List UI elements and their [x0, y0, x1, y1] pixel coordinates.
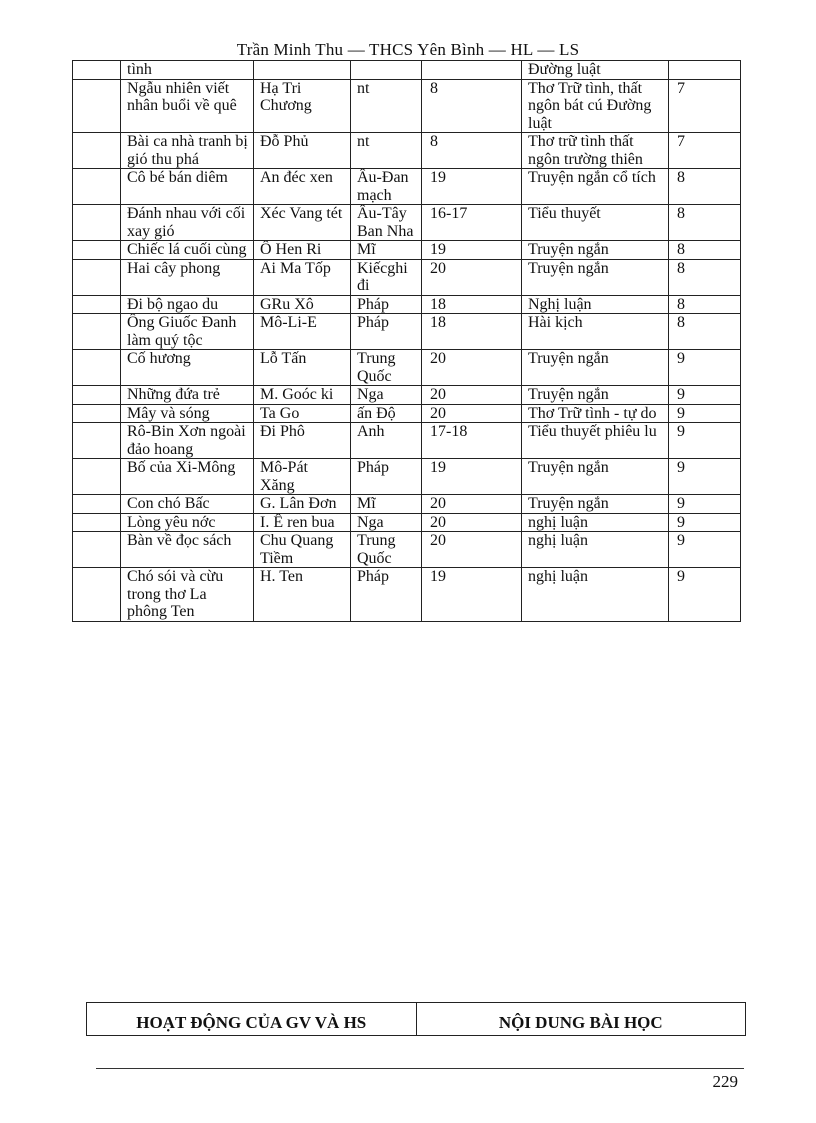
table-row [73, 386, 741, 405]
grade-cell: 9 [669, 513, 741, 532]
page-header: Trần Minh Thu — THCS Yên Bình — HL — LS [236, 40, 580, 59]
author-cell: Lỗ Tấn [254, 350, 351, 386]
genre-cell: Thơ Trữ tình - tự do [522, 404, 669, 423]
century-cell: 20 [422, 386, 522, 405]
row-index-cell [73, 241, 121, 260]
row-index-cell [73, 495, 121, 514]
grade-cell: 9 [669, 459, 741, 495]
century-cell: 20 [422, 495, 522, 514]
genre-cell: nghị luận [522, 568, 669, 622]
author-cell: GRu Xô [254, 295, 351, 314]
century-cell: 8 [422, 133, 522, 169]
country-cell: Mĩ [351, 495, 422, 514]
table-row [73, 205, 741, 241]
row-index-cell [73, 404, 121, 423]
genre-cell: Truyện ngắn cổ tích [522, 169, 669, 205]
work-title-cell: Ngẫu nhiên viết nhân buổi về quê [121, 79, 254, 133]
genre-cell: Thơ Trữ tình, thất ngôn bát cú Đường luật [522, 79, 669, 133]
table-row [73, 459, 741, 495]
grade-cell: 9 [669, 532, 741, 568]
century-cell: 20 [422, 350, 522, 386]
grade-cell: 8 [669, 314, 741, 350]
work-title-cell: Rô-Bin Xơn ngoài đảo hoang [121, 423, 254, 459]
table-row [73, 513, 741, 532]
row-index-cell [73, 459, 121, 495]
lesson-content-heading: NỘI DUNG BÀI HỌC [416, 1003, 746, 1035]
row-index-cell [73, 350, 121, 386]
table-row [73, 295, 741, 314]
genre-cell: Truyện ngắn [522, 350, 669, 386]
table-row [73, 532, 741, 568]
country-cell: Trung Quốc [351, 350, 422, 386]
work-title-cell: tình [121, 61, 254, 80]
table-row [73, 241, 741, 260]
country-cell: Nga [351, 386, 422, 405]
century-cell: 20 [422, 513, 522, 532]
country-cell: Pháp [351, 568, 422, 622]
work-title-cell: Mây và sóng [121, 404, 254, 423]
grade-cell: 8 [669, 241, 741, 260]
work-title-cell: Hai cây phong [121, 259, 254, 295]
author-cell: Đi Phô [254, 423, 351, 459]
grade-cell: 7 [669, 79, 741, 133]
row-index-cell [73, 205, 121, 241]
author-cell: H. Ten [254, 568, 351, 622]
work-title-cell: Bài ca nhà tranh bị gió thu phá [121, 133, 254, 169]
grade-cell: 8 [669, 295, 741, 314]
work-title-cell: Bố của Xi-Mông [121, 459, 254, 495]
author-cell: I. Ê ren bua [254, 513, 351, 532]
country-cell [351, 61, 422, 80]
literature-table [72, 60, 741, 622]
century-cell: 16-17 [422, 205, 522, 241]
century-cell: 19 [422, 459, 522, 495]
grade-cell [669, 61, 741, 80]
row-index-cell [73, 386, 121, 405]
row-index-cell [73, 259, 121, 295]
lesson-frame [86, 1002, 746, 1036]
century-cell: 18 [422, 314, 522, 350]
country-cell: Âu-Đan mạch [351, 169, 422, 205]
genre-cell: Truyện ngắn [522, 259, 669, 295]
country-cell: Trung Quốc [351, 532, 422, 568]
author-cell: Đỗ Phủ [254, 133, 351, 169]
country-cell: Pháp [351, 459, 422, 495]
century-cell [422, 61, 522, 80]
table-row [73, 259, 741, 295]
author-cell: Ta Go [254, 404, 351, 423]
author-cell: Mô-Li-E [254, 314, 351, 350]
genre-cell: Nghị luận [522, 295, 669, 314]
country-cell: nt [351, 79, 422, 133]
genre-cell: Truyện ngắn [522, 386, 669, 405]
author-cell: G. Lân Đơn [254, 495, 351, 514]
country-cell: nt [351, 133, 422, 169]
table-row [73, 495, 741, 514]
country-cell: Âu-Tây Ban Nha [351, 205, 422, 241]
table-row [73, 350, 741, 386]
table-row [73, 133, 741, 169]
century-cell: 19 [422, 568, 522, 622]
row-index-cell [73, 423, 121, 459]
genre-cell: Truyện ngắn [522, 495, 669, 514]
table-row [73, 314, 741, 350]
genre-cell: Hài kịch [522, 314, 669, 350]
century-cell: 17-18 [422, 423, 522, 459]
author-cell: Ai Ma Tốp [254, 259, 351, 295]
row-index-cell [73, 133, 121, 169]
country-cell: Mĩ [351, 241, 422, 260]
row-index-cell [73, 314, 121, 350]
author-cell: Xéc Vang tét [254, 205, 351, 241]
table-row [73, 169, 741, 205]
work-title-cell: Lòng yêu nớc [121, 513, 254, 532]
century-cell: 19 [422, 241, 522, 260]
grade-cell: 9 [669, 404, 741, 423]
row-index-cell [73, 513, 121, 532]
table-row [73, 404, 741, 423]
author-cell: Hạ Tri Chương [254, 79, 351, 133]
grade-cell: 9 [669, 350, 741, 386]
century-cell: 8 [422, 79, 522, 133]
author-cell [254, 61, 351, 80]
work-title-cell: Cố hương [121, 350, 254, 386]
country-cell: Nga [351, 513, 422, 532]
country-cell: ấn Độ [351, 404, 422, 423]
work-title-cell: Chó sói và cừu trong thơ La phông Ten [121, 568, 254, 622]
work-title-cell: Đánh nhau với cối xay gió [121, 205, 254, 241]
work-title-cell: Con chó Bấc [121, 495, 254, 514]
row-index-cell [73, 295, 121, 314]
work-title-cell: Đi bộ ngao du [121, 295, 254, 314]
grade-cell: 8 [669, 205, 741, 241]
genre-cell: Đường luật [522, 61, 669, 80]
century-cell: 20 [422, 259, 522, 295]
genre-cell: Tiểu thuyết phiêu lu [522, 423, 669, 459]
author-cell: M. Goóc ki [254, 386, 351, 405]
footer-divider [96, 1068, 744, 1069]
genre-cell: nghị luận [522, 532, 669, 568]
row-index-cell [73, 169, 121, 205]
work-title-cell: Ông Giuốc Đanh làm quý tộc [121, 314, 254, 350]
author-cell: Ô Hen Ri [254, 241, 351, 260]
activities-heading: HOẠT ĐỘNG CỦA GV VÀ HS [136, 1013, 367, 1032]
table-row-fragment [73, 61, 741, 80]
author-cell: Chu Quang Tiềm [254, 532, 351, 568]
country-cell: Kiếcghi đi [351, 259, 422, 295]
work-title-cell: Những đứa trẻ [121, 386, 254, 405]
genre-cell: Truyện ngắn [522, 241, 669, 260]
country-cell: Pháp [351, 314, 422, 350]
page-number: 229 [712, 1072, 738, 1091]
genre-cell: Truyện ngắn [522, 459, 669, 495]
grade-cell: 9 [669, 495, 741, 514]
work-title-cell: Bàn về đọc sách [121, 532, 254, 568]
row-index-cell [73, 61, 121, 80]
country-cell: Anh [351, 423, 422, 459]
genre-cell: Tiểu thuyết [522, 205, 669, 241]
author-cell: Mô-Pát Xăng [254, 459, 351, 495]
table-row [73, 79, 741, 133]
century-cell: 20 [422, 532, 522, 568]
work-title-cell: Chiếc lá cuối cùng [121, 241, 254, 260]
century-cell: 19 [422, 169, 522, 205]
genre-cell: Thơ trữ tình thất ngôn trường thiên [522, 133, 669, 169]
author-cell: An đéc xen [254, 169, 351, 205]
century-cell: 18 [422, 295, 522, 314]
row-index-cell [73, 568, 121, 622]
table-row [73, 568, 741, 622]
country-cell: Pháp [351, 295, 422, 314]
grade-cell: 9 [669, 386, 741, 405]
row-index-cell [73, 532, 121, 568]
grade-cell: 9 [669, 568, 741, 622]
grade-cell: 9 [669, 423, 741, 459]
grade-cell: 8 [669, 259, 741, 295]
genre-cell: nghị luận [522, 513, 669, 532]
century-cell: 20 [422, 404, 522, 423]
grade-cell: 7 [669, 133, 741, 169]
table-row [73, 423, 741, 459]
work-title-cell: Cô bé bán diêm [121, 169, 254, 205]
row-index-cell [73, 79, 121, 133]
grade-cell: 8 [669, 169, 741, 205]
